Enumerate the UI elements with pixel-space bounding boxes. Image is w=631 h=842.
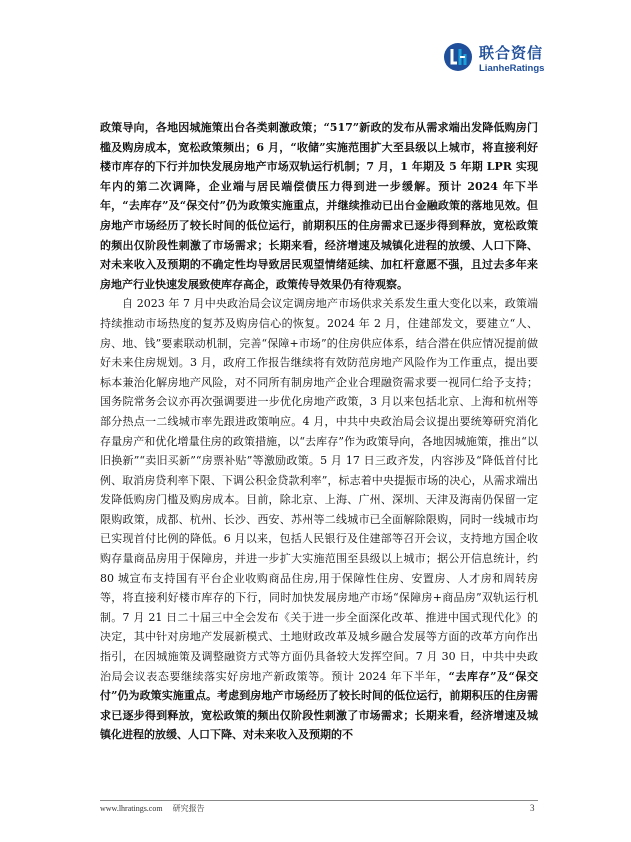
policy-paragraph-bold-tail: “去库存”及“保交付”仍为政策实施重点。考虑到房地产市场经历了较长时间的低位运行，前期积压的住房需求已逐步得到释放，宽松政策的频出仅阶段性刺激了市场需求；长期来看，经济增速及城镇化进程的放缓、人口下降、对未来收入及预期的不 (100, 669, 538, 742)
footer-doc-type: 研究报告 (172, 804, 205, 813)
summary-paragraph: 政策导向，各地因城施策出台各类刺激政策；“517”新政的发布从需求端出发降低购房门槛及购房成本，宽松政策频出；6 月，“收储”实施范围扩大至县级以上城市，将直接利好楼市库存的下行并加快发展房地产市场双轨运行机制；7 月，1 年期及 5 年期 LPR 实现年内的第二次调降，企业端与居民端偿债压力得到进一步缓解。预计 2024 年下半年，“去库存”及“保交付”仍为政策实施重点，并继续推动已出台金融政策的落地见效。但房地产市场经历了较长时间的低位运行，前期积压的住房需求已逐步得到释放，宽松政策的频出仅阶段性刺激了市场需求；长期来看，经济增速及城镇化进程的放缓、人口下降、对未来收入及预期的不确定性均导致居民观望情绪延续、加杠杆意愿不强，且过去多年来房地产行业快速发展致使库存高企，政策传导效果仍有待观察。 (100, 121, 538, 291)
footer-divider (100, 800, 538, 801)
report-body (100, 118, 538, 745)
footer-website-link[interactable]: www.lhratings.com (100, 804, 163, 813)
lianhe-logo-icon (443, 42, 473, 72)
logo-chinese-name: 联合资信 (479, 44, 544, 62)
footer-info (100, 803, 205, 814)
policy-paragraph-text: 自 2023 年 7 月中央政治局会议定调房地产市场供求关系发生重大变化以来，政策端持续推动市场热度的复苏及购房信心的恢复。2024 年 2 月，住建部发文，要建立“人、房、地、钱”要素联动机制，完善“保障+市场”的住房供应体系，结合潜在供应情况提前做好未来住房规划。3 月，政府工作报告继续将有效防范房地产风险作为工作重点，提出要标本兼治化解房地产风险，对不同所有制房地产企业合理融资需求要一视同仁给予支持；国务院常务会议亦再次强调要进一步优化房地产政策，3 月以来包括北京、上海和杭州等部分热点一二线城市率先跟进政策响应。4 月，中共中央政治局会议提出要统筹研究消化存量房产和优化增量住房的政策措施，以“去库存”作为政策导向，各地因城施策，推出“以旧换新”“卖旧买新”“房票补贴”等激励政策。5 月 17 日三政齐发，内容涉及“降低首付比例、取消房贷利率下限、下调公积金贷款利率”，标志着中央提振市场的决心，从需求端出发降低购房门槛及购房成本。目前，除北京、上海、广州、深圳、天津及海南仍保留一定限购政策，成都、杭州、长沙、西安、苏州等二线城市已全面解除限购，同时一线城市均已实现首付比例的降低。6 月以来，包括人民银行及住建部等召开会议，支持地方国企收购存量商品房用于保障房，并进一步扩大实施范围至县级以上城市；据公开信息统计，约 80 城宣布支持国有平台企业收购商品住房,用于保障性住房、安置房、人才房和周转房等，将直接利好楼市库存的下行，同时加快发展房地产市场“保障房+商品房”双轨运行机制。7 月 21 日二十届三中全会发布《关于进一步全面深化改革、推进中国式现代化》的决定，其中针对房地产发展新模式、土地财政改革及城乡融合发展等方面的改革方向作出指引，在因城施策及调整融资方式等方面仍具备较大发挥空间。7 月 30 日，中共中央政治局会议表态要继续落实好房地产新政策等。预计 2024 年下半年， (100, 297, 538, 683)
policy-paragraph (100, 294, 538, 745)
company-logo (443, 40, 593, 84)
page-number: 3 (530, 803, 535, 813)
logo-english-name: LianheRatings (479, 63, 545, 74)
